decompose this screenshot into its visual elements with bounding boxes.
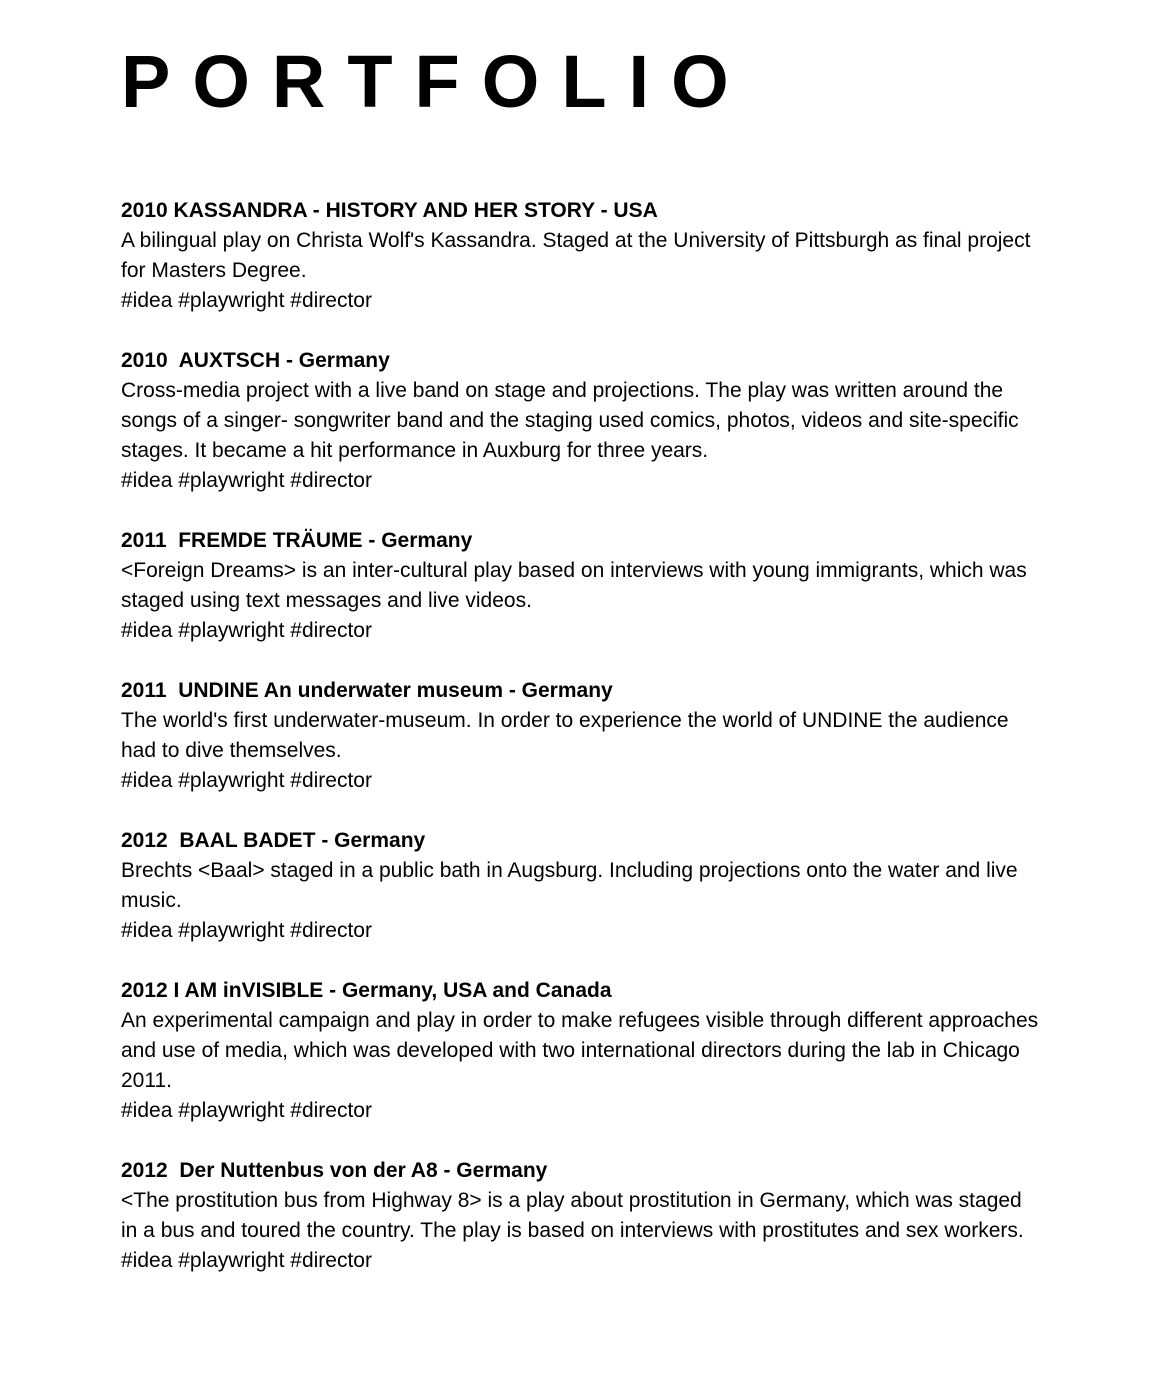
portfolio-entry-i-am-invisible	[121, 976, 1041, 1126]
portfolio-entry-kassandra	[121, 196, 1041, 316]
portfolio-entry-nuttenbus	[121, 1156, 1041, 1276]
entry-description: A bilingual play on Christa Wolf's Kassandra. Staged at the University of Pittsburgh as final project for Masters Degree.	[121, 229, 1031, 282]
entry-tags: #idea #playwright #director	[121, 289, 372, 312]
portfolio-entry-auxtsch	[121, 346, 1041, 496]
entry-tags: #idea #playwright #director	[121, 769, 372, 792]
page-title: PORTFOLIO	[121, 40, 751, 123]
entry-heading: 2011 UNDINE An underwater museum - Germany	[121, 679, 613, 702]
entry-heading: 2012 BAAL BADET - Germany	[121, 829, 426, 852]
entry-tags: #idea #playwright #director	[121, 919, 372, 942]
entry-tags: #idea #playwright #director	[121, 469, 372, 492]
entry-heading: 2010 AUXTSCH - Germany	[121, 349, 390, 372]
portfolio-entry-undine	[121, 676, 1041, 796]
portfolio-entry-baal-badet	[121, 826, 1041, 946]
entry-heading: 2012 Der Nuttenbus von der A8 - Germany	[121, 1159, 548, 1182]
entry-tags: #idea #playwright #director	[121, 1099, 372, 1122]
entry-description: Brechts <Baal> staged in a public bath in Augsburg. Including projections onto the water and live music.	[121, 859, 1018, 912]
entry-description: An experimental campaign and play in order to make refugees visible through different approaches and use of media, which was developed with two international directors during the lab in Chicago 2011.	[121, 1009, 1039, 1092]
portfolio-entry-fremde-traeume	[121, 526, 1041, 646]
entry-description: The world's first underwater-museum. In order to experience the world of UNDINE the audience had to dive themselves.	[121, 709, 1009, 762]
entry-description: <The prostitution bus from Highway 8> is a play about prostitution in Germany, which was staged in a bus and toured the country. The play is based on interviews with prostitutes and sex workers.	[121, 1189, 1024, 1242]
entry-tags: #idea #playwright #director	[121, 1249, 372, 1272]
entry-heading: 2011 FREMDE TRÄUME - Germany	[121, 529, 473, 552]
portfolio-entries	[121, 196, 1041, 1306]
entry-heading: 2010 KASSANDRA - HISTORY AND HER STORY - USA	[121, 199, 658, 222]
entry-heading: 2012 I AM inVISIBLE - Germany, USA and Canada	[121, 979, 612, 1002]
entry-description: <Foreign Dreams> is an inter-cultural play based on interviews with young immigrants, which was staged using text messages and live videos.	[121, 559, 1027, 612]
entry-tags: #idea #playwright #director	[121, 619, 372, 642]
entry-description: Cross-media project with a live band on stage and projections. The play was written around the songs of a singer- songwriter band and the staging used comics, photos, videos and site-specific stages. It became a hit performance in Auxburg for three years.	[121, 379, 1019, 462]
